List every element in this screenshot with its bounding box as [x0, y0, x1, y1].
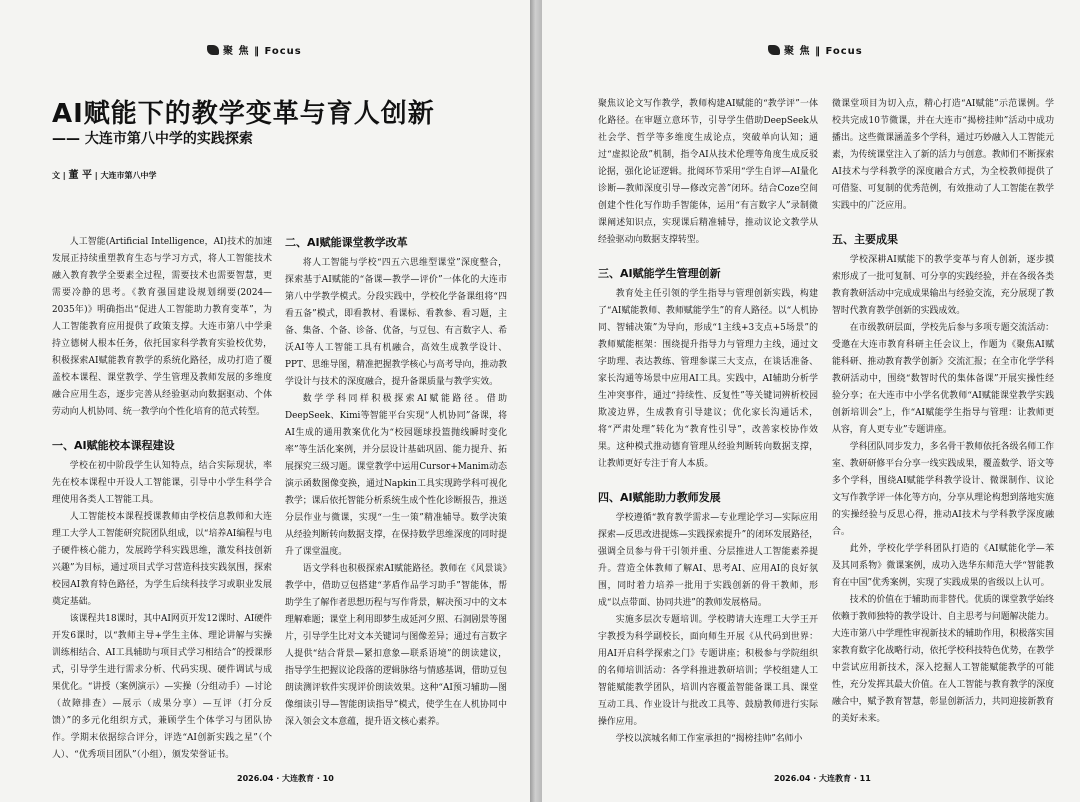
right-page-footer: 2026.04 · 大连教育 · 11 — [774, 774, 871, 783]
paragraph: 此外，学校化学学科团队打造的《AI赋能化学—苯及其同系物》微课案例，成功入选华东师范大学“智能教育在中国”优秀案例，实现了实践成果的省级以上认可。 — [832, 544, 1054, 588]
paragraph: 学校在初中阶段学生认知特点，结合实际现状，率先在校本课程中开设人工智能课，引导中小学生科学合理使用各类人工智能工具。 — [52, 461, 272, 505]
article-subtitle: —— 大连市第八中学的实践探索 — [52, 131, 253, 147]
author-name: 董 平 — [68, 170, 92, 181]
right-page-column-2 — [832, 96, 1054, 728]
paragraph: 人工智能校本课程授课教师由学校信息教师和大连理工大学人工智能研究院团队组成，以“培养AI编程与电子硬件核心能力，发展跨学科实践思维，激发科技创新兴趣”为目标，通过项目式学习营造科技实践氛围，探索校园AI教育特色路径，为学生后续科技学习或职业发展奠定基础。 — [52, 512, 272, 607]
left-page-footer: 2026.04 · 大连教育 · 10 — [237, 774, 334, 783]
paragraph: 教育处主任引领的学生指导与管理创新实践，构建了“AI赋能教师、教师赋能学生”的育人路径。以“人机协同、智辅决策”为导向，形成“1主线+3支点+5场景”的教师赋能框架：围绕提升指导力与管理力主线，通过文字助理、表达教练、管理参谋三大支点，在谈话准备、家长沟通等场景中应用AI工具。实践中，AI辅助分析学生冲突事件，通过“持续性、反复性”等关键词辨析校园欺凌边界，生成教育引导建议；优化家长沟通话术，将“严肃处理”转化为“教育性引导”，改善家校协作效果。这种模式推动德育管理从经验判断转向数据支撑，让教师更好专注于育人本质。 — [598, 289, 818, 469]
left-page-header: 聚 焦 ‖ Focus — [207, 42, 302, 57]
left-page-column-2 — [285, 234, 507, 731]
left-page-column-1 — [52, 234, 272, 764]
paragraph: 微课堂项目为切入点，精心打造“AI赋能”示范课例。学校共完成10节微课，并在大连市“揭榜挂帅”活动中成功播出。这些微课涵盖多个学科，通过巧妙融入人工智能元素，为传统课堂注入了新的活力与创意。教师们不断探索AI技术与学科教学的深度融合方式，为全校教师提供了可借鉴、可复制的优秀范例，有效推动了人工智能在教学实践中的广泛应用。 — [832, 99, 1054, 211]
section-heading-5: 五、主要成果 — [832, 233, 898, 246]
paragraph: 聚焦议论文写作教学，教师构建AI赋能的“教学评”一体化路径。在审题立意环节，引导学生借助DeepSeek从社会学、哲学等多维度生成论点，突破单向认知；通过“虚拟论敌”机制，指令AI从技术伦理等角度生成反驳论据，强化论证逻辑。批阅环节采用“学生自评—AI量化诊断—教师深度引导—修改完善”闭环。结合Coze空间创建个性化写作助手智能体，运用“有言数字人”录制微课阐述知识点，实现课后精准辅导，推动议论文教学从经验驱动向数据支撑转型。 — [598, 99, 818, 245]
byline: 文 | 董 平 | 大连市第八中学 — [52, 170, 157, 181]
right-page — [542, 0, 1080, 802]
paragraph: 数学学科同样积极探索AI赋能路径。借助DeepSeek、Kimi等智能平台实现“人机协同”备课，将AI生成的通用教案优化为“校园题球投篮抛线瞬时变化率”等生活化案例，并分层设计基础巩固、能力提升、拓展探究三级习题。课堂教学中运用Cursor+Manim动态演示函数图像变换，通过Napkin工具实现跨学科可视化教学；课后依托智能分析系统生成个性化诊断报告，推送分层作业与微课，实现“一生一策”精准辅导。数学决策从经验判断转向数据支撑，在保持数学思维深度的同时提升了课堂温度。 — [285, 394, 507, 557]
paragraph: 在市级教研层面，学校先后参与多项专题交流活动：受邀在大连市教育科研主任会议上，作题为《聚焦AI赋能科研、推动教育教学创新》交流汇报；在全市化学学科教研活动中，围绕“数智时代的集体备课”开展实操性经验分享；在大连市中小学名优教师“AI赋能课堂教学实践创新培训会”上，作“AI赋能学生指导与管理：让教师更从容，育人更专业”专题讲座。 — [832, 323, 1054, 435]
paragraph: 该课程共18课时，其中AI网页开发12课时、AI硬件开发6课时，以“教师主导+学生主体、理论讲解与实操训练相结合、AI工具辅助与项目式学习相结合”的授课形式，引导学生进行需求分析、代码实现、硬件调试与成果优化。“讲授（案例演示）—实操（分组动手）—讨论（故障排查）—展示（成果分享）—互评（打分反馈）”的多元化组织方式，兼顾学生个体学习与团队协作。学期末依据综合评分，评选“AI创新实践之星”（个人）、“优秀项目团队”（小组），颁发荣誉证书。 — [52, 614, 272, 760]
article-title: AI赋能下的教学变革与育人创新 — [52, 99, 435, 129]
paragraph: 实施多层次专题培训。学校聘请大连理工大学王开宇教授为科学副校长，面向师生开展《从代码到世界：用AI开启科学探索之门》专题讲座；积极参与学院组织的名师培训活动：各学科推进教研培训；学校组建人工智能赋能教学团队，培训内容覆盖智能备课工具、课堂互动工具、作业设计与批改工具等、鼓励教师进行实际操作应用。 — [598, 615, 818, 727]
right-page-column-1 — [598, 96, 818, 748]
focus-logo-icon — [207, 45, 219, 55]
section-heading-4: 四、AI赋能助力教师发展 — [598, 491, 721, 504]
section-heading-2: 二、AI赋能课堂教学改革 — [285, 236, 408, 249]
paragraph: 学校深耕AI赋能下的教学变革与育人创新，逐步摸索形成了一批可复制、可分享的实践经验，并在各级各类教育教研活动中完成成果输出与经验交流，充分展现了教智时代教育教学创新的实践成效。 — [832, 255, 1054, 316]
right-page-header: 聚 焦 ‖ Focus — [768, 42, 863, 57]
author-affiliation: | 大连市第八中学 — [94, 171, 157, 180]
paragraph: 将人工智能与学校“四五六思维型课堂”深度整合，探索基于AI赋能的“备课—教学—评价”一体化的大连市第八中学教学模式。分段实践中，学校化学备课组将“四看五备”模式，即看教材、看课标、看教参、看习题，主备、集备、个备、诊备、优备，与豆包、有言数字人、希沃AI等人工智能工具有机融合，高效生成教学设计、PPT、思维导图，精准把握教学核心与高考导向，推动教学设计与技术的深度融合，提升备课质量与教学实效。 — [285, 258, 507, 387]
book-gutter — [530, 0, 542, 802]
paragraph: 技术的价值在于辅助而非替代。优质的课堂教学始终依赖于教师独特的教学设计、自主思考与问题解决能力。大连市第八中学理性审视新技术的辅助作用，积极落实国家教育数字化战略行动，依托学校科技特色优势，在教学中尝试应用新技术，深入挖掘人工智能赋能教学的可能性，充分发挥其最大价值。在人工智能与教育教学的深度融合中，赋予教育智慧，彰显创新活力，共同迎接新教育的美好未来。 — [832, 595, 1054, 724]
paragraph: 语文学科也积极探索AI赋能路径。教师在《风景谈》教学中，借助豆包搭建“茅盾作品学习助手”智能体，帮助学生了解作者思想历程与写作背景，解决预习中的文本理解难题；课堂上利用即梦生成延河夕照、石洞剧景等图片，引导学生比对文本关键词与图像差异；通过有言数字人提供“结合背景—紧扣意象—联系语境”的朗读建议，指导学生把握议论段落的逻辑脉络与情感基调，借助豆包朗读测评软件实现评价朗读效果。这种“AI预习辅助—图像细读引导—智能朗读指导”模式，使学生在人机协同中深入领会文本意蕴，提升语文核心素养。 — [285, 564, 507, 727]
paragraph: 学科团队同步发力，多名骨干教师依托各级名师工作室、教研研修平台分享一线实践成果，覆盖数学、语文等多个学科，围绕AI赋能学科教学设计、微课制作、议论文写作教学评一体化等方向，分享从理论构想到落地实施的实操经验与反思心得，推动AI技术与学科教学深度融合。 — [832, 442, 1054, 537]
section-heading-1: 一、AI赋能校本课程建设 — [52, 439, 175, 452]
paragraph: 学校遵循“教育教学需求—专业理论学习—实际应用探索—反思改进提炼—实践探索提升”的闭环发展路径，强调全员参与骨干引领并重、分层推进人工智能素养提升。营造全体教师了解AI、思考AI、应用AI的良好氛围，同时着力培养一批用于实践创新的骨干教师，形成“以点带面、协同共进”的教师发展格局。 — [598, 513, 818, 608]
left-page — [0, 0, 530, 802]
paragraph: 人工智能(Artificial Intelligence，AI)技术的加速发展正持续重塑教育生态与学习方式，将人工智能技术融入教育教学全要素全过程，需要技术也需要智慧，更需要冷静的思考。《教育强国建设规划纲要(2024—2035年)》明确指出“促进人工智能助力教育变革”，为人工智能教育应用提供了政策支撑。大连市第八中学秉持立德树人根本任务，依托国家科学教育实验校优势，积极探索AI赋能教育教学的系统化路径，成功打造了覆盖校本课程、课堂教学、学生管理及教师发展的多维度融合应用生态，逐步完善从经验驱动向数据驱动、个体劳动向人机协同、统一教学向个性化培育的范式转型。 — [52, 237, 272, 417]
paragraph: 学校以滨城名师工作室承担的“揭榜挂帅”名师小 — [615, 734, 803, 744]
focus-logo-icon — [768, 45, 780, 55]
section-heading-3: 三、AI赋能学生管理创新 — [598, 267, 721, 280]
